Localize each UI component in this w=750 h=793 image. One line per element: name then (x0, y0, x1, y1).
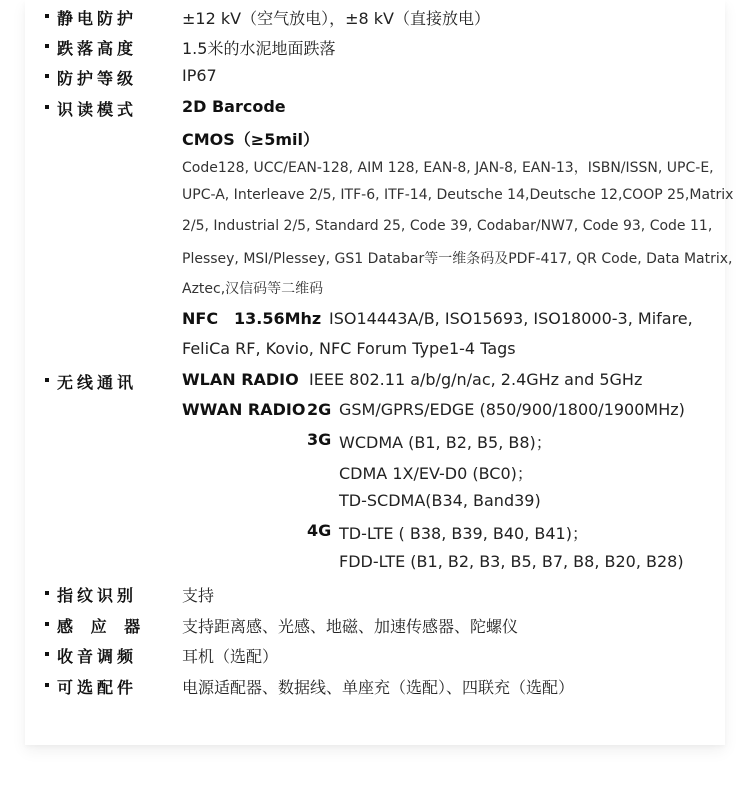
label-scan: 识读模式 (57, 100, 138, 119)
label-sensor: 感 应 器 (57, 617, 147, 636)
symbology-line: Aztec,汉信码等二维码 (182, 281, 324, 297)
nfc-frequency: 13.56Mhz (234, 309, 322, 328)
bullet (45, 652, 49, 656)
value-esd: ±12 kV（空气放电），±8 kV（直接放电） (182, 9, 490, 28)
bullet (45, 683, 49, 687)
label-wireless: 无线通讯 (57, 373, 138, 392)
value-ip: IP67 (182, 66, 217, 85)
symbology-line: 2/5, Industrial 2/5, Standard 25, Code 39, Codabar/NW7, Code 93, Code 11, (182, 218, 713, 234)
wlan-label: WLAN RADIO (182, 370, 299, 389)
bullet (45, 44, 49, 48)
label-ip: 防护等级 (57, 69, 138, 88)
band-3g-value: TD-SCDMA(B34, Band39) (339, 491, 541, 510)
value-fingerprint: 支持 (182, 586, 215, 605)
bullet (45, 591, 49, 595)
symbology-line: UPC-A, Interleave 2/5, ITF-6, ITF-14, Deutsche 14,Deutsche 12,COOP 25,Matrix (182, 187, 734, 203)
nfc-label: NFC (182, 309, 219, 328)
bullet (45, 378, 49, 382)
label-fingerprint: 指纹识别 (57, 586, 138, 605)
band-4g-value: FDD-LTE (B1, B2, B3, B5, B7, B8, B20, B28) (339, 552, 684, 571)
band-2g-label: 2G (307, 400, 332, 419)
band-3g-label: 3G (307, 430, 332, 449)
label-radio: 收音调频 (57, 647, 138, 666)
value-sensor: 支持距离感、光感、地磁、加速传感器、陀螺仪 (182, 617, 519, 636)
bullet (45, 74, 49, 78)
bullet (45, 14, 49, 18)
value-drop: 1.5米的水泥地面跌落 (182, 39, 336, 58)
label-accessories: 可选配件 (57, 678, 138, 697)
bullet (45, 105, 49, 109)
wlan-value: IEEE 802.11 a/b/g/n/ac, 2.4GHz and 5GHz (309, 370, 643, 389)
cmos-spec: CMOS（≥5mil） (182, 130, 319, 149)
symbology-line: Plessey, MSI/Plessey, GS1 Databar等一维条码及PDF-417, QR Code, Data Matrix, (182, 251, 733, 267)
value-accessories: 电源适配器、数据线、单座充（选配）、四联充（选配） (182, 678, 575, 697)
value-radio: 耳机（选配） (182, 647, 279, 666)
bullet (45, 622, 49, 626)
label-esd: 静电防护 (57, 9, 138, 28)
band-3g-value: WCDMA (B1, B2, B5, B8)； (339, 433, 552, 452)
wwan-label: WWAN RADIO (182, 400, 306, 419)
band-4g-label: 4G (307, 521, 332, 540)
band-4g-value: TD-LTE ( B38, B39, B40, B41)； (339, 524, 588, 543)
barcode-title: 2D Barcode (182, 97, 286, 116)
nfc-standards: ISO14443A/B, ISO15693, ISO18000-3, Mifare, (329, 309, 693, 328)
band-2g-value: GSM/GPRS/EDGE (850/900/1800/1900MHz) (339, 400, 685, 419)
nfc-standards-cont: FeliCa RF, Kovio, NFC Forum Type1-4 Tags (182, 339, 516, 358)
label-drop: 跌落高度 (57, 39, 138, 58)
band-3g-value: CDMA 1X/EV-D0 (BC0)； (339, 464, 533, 483)
symbology-line: Code128, UCC/EAN-128, AIM 128, EAN-8, JAN-8, EAN-13，ISBN/ISSN, UPC-E, (182, 160, 714, 176)
